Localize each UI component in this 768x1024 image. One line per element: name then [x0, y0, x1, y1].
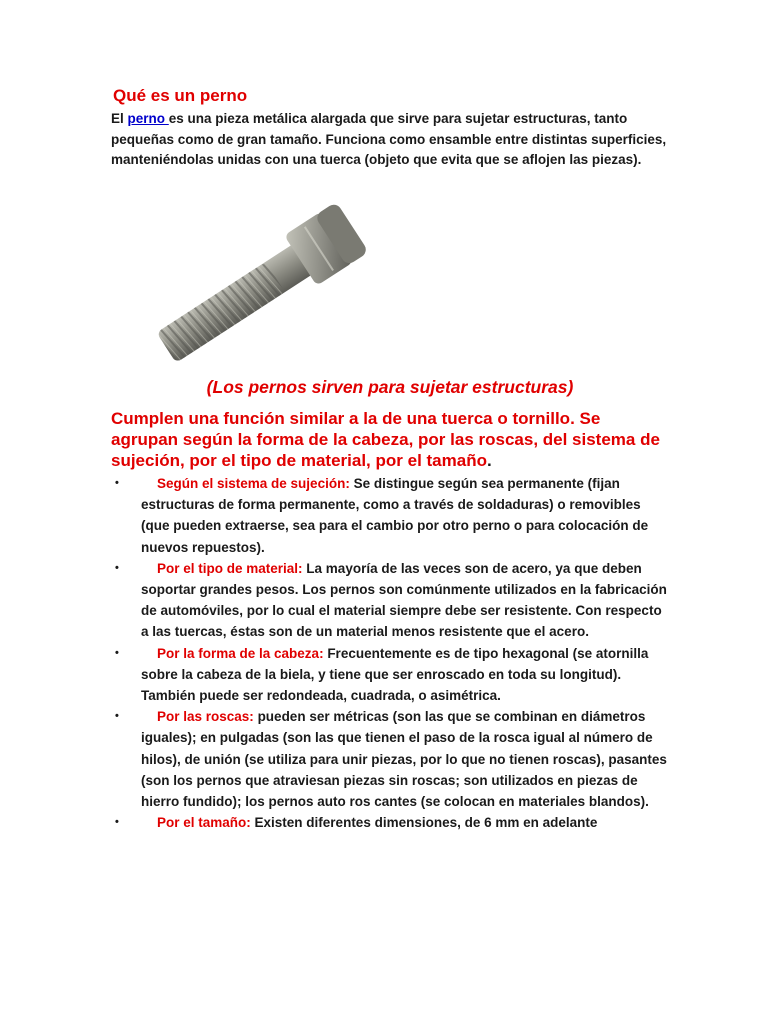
summary-heading — [111, 408, 671, 471]
list-item-label: Según el sistema de sujeción: — [157, 476, 350, 491]
bullet-icon: • — [115, 646, 119, 659]
bullet-icon: • — [115, 477, 119, 489]
list-item-text: Frecuentemente es de tipo hexagonal (se atornilla sobre la cabeza de la biela, y tiene que ser enroscado en toda su longitud). También puede ser redondeada, cuadrada, o asimétrica. — [141, 645, 649, 704]
bullet-icon: • — [115, 561, 119, 574]
list-item-text: La mayoría de las veces son de acero, ya que deben soportar grandes pesos. Los pernos son comúnmente utilizados en la fabricación de automóviles, por lo cual el material siempre debe ser resistente. Con respecto a las tuercas, éstas son de un material menos resistente que el acero. — [141, 560, 667, 640]
image-caption: (Los pernos sirven para sujetar estructuras) — [206, 377, 574, 397]
intro-paragraph — [111, 109, 671, 171]
classification-list — [111, 473, 671, 833]
list-item — [111, 558, 671, 643]
list-item-label: Por las roscas: — [157, 709, 254, 725]
list-item — [111, 706, 671, 812]
page-title: Qué es un perno — [113, 86, 248, 105]
list-item-label: Por el tipo de material: — [157, 560, 303, 576]
list-item — [111, 473, 671, 558]
intro-text-start: El — [111, 111, 128, 126]
bolt-image — [108, 192, 398, 377]
perno-link[interactable]: perno — [127, 111, 169, 126]
bullet-icon: • — [115, 816, 119, 829]
list-item-text: Se distingue según sea permanente (fijan estructuras de forma permanente, como a través de soldaduras) o removibles (que pueden extraerse, sea para el cambio por otro perno o para colocación de nuevos repuestos). — [141, 476, 649, 555]
list-item-text: pueden ser métricas (son las que se combinan en diámetros iguales); en pulgadas (son las que tienen el paso de la rosca igual al número de hilos), de unión (se utiliza para unir piezas, por lo que no tienen roscas), pasantes (son los pernos que atraviesan piezas sin roscas; son utilizados en piezas de hierro fundido); los pernos auto ros cantes (se colocan en materiales blandos). — [141, 709, 667, 810]
bullet-icon: • — [115, 710, 119, 723]
summary-end: . — [486, 451, 492, 470]
list-item-label: Por el tamaño: — [157, 815, 251, 831]
summary-text: Cumplen una función similar a la de una tuerca o tornillo. Se agrupan según la forma de la cabeza, por las roscas, del sistema de sujeción, por el tipo de material, por el tamaño — [111, 409, 660, 470]
list-item — [111, 812, 671, 833]
list-item-label: Por la forma de la cabeza: — [157, 645, 324, 661]
list-item — [111, 643, 671, 707]
list-item-text: Existen diferentes dimensiones, de 6 mm en adelante — [250, 815, 598, 831]
intro-text-rest: es una pieza metálica alargada que sirve para sujetar estructuras, tanto pequeñas como de gran tamaño. Funciona como ensamble entre distintas superficies, manteniéndolas unidas con una tuerca (objeto que evita que se aflojen las piezas). — [111, 111, 667, 167]
